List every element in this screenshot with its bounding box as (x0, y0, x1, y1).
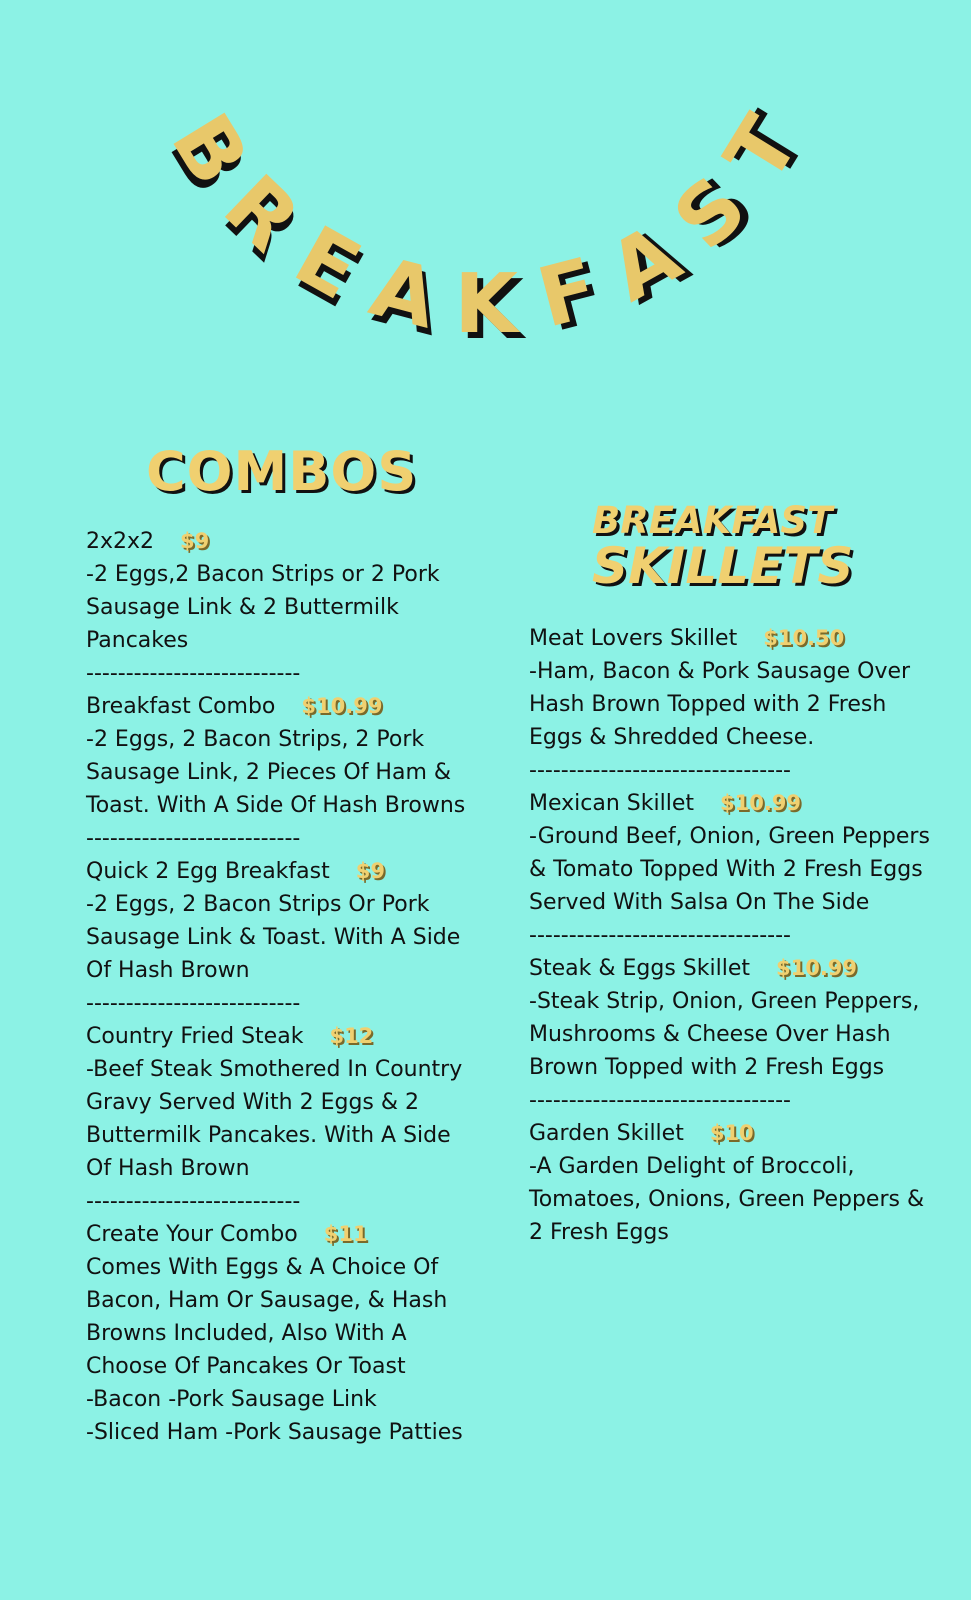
skillet-divider: --------------------------------- (529, 923, 791, 948)
title-letter: S (656, 159, 765, 269)
combo-divider: --------------------------- (86, 1189, 301, 1214)
combo-name: Create Your Combo (86, 1222, 298, 1247)
skillet-item-head (529, 952, 939, 985)
title-letter: B (152, 98, 267, 202)
skillet-name: Garden Skillet (529, 1121, 684, 1146)
skillet-description: -Ground Beef, Onion, Green Peppers & Tomato Topped With 2 Fresh Eggs Served With Salsa On The Side (529, 824, 930, 915)
breakfast-title (0, 0, 971, 420)
combo-price: $12 (329, 1024, 374, 1048)
combo-item (86, 1020, 481, 1185)
combo-price: $9 (180, 529, 210, 553)
skillet-price: $10.99 (775, 956, 858, 980)
skillet-description: -A Garden Delight of Broccoli, Tomatoes, Onions, Green Peppers & 2 Fresh Eggs (529, 1154, 925, 1245)
skillet-item-head (529, 787, 939, 820)
combo-name: Quick 2 Egg Breakfast (86, 859, 330, 884)
skillet-item (529, 1117, 939, 1249)
combo-description: -2 Eggs,2 Bacon Strips or 2 Pork Sausage Link & 2 Buttermilk Pancakes (86, 562, 440, 653)
skillet-name: Mexican Skillet (529, 791, 694, 816)
combo-name: Breakfast Combo (86, 694, 276, 719)
combo-name: Country Fried Steak (86, 1024, 304, 1049)
combo-price: $11 (323, 1222, 368, 1246)
combo-price: $10.99 (301, 694, 383, 718)
combo-item-head (86, 855, 481, 888)
combo-item-head (86, 690, 481, 723)
skillet-divider: --------------------------------- (529, 758, 791, 783)
title-letter: A (593, 206, 696, 321)
skillet-price: $10 (709, 1121, 754, 1145)
title-letter: K (454, 257, 518, 352)
skillet-description: -Steak Strip, Onion, Green Peppers, Mushrooms & Cheese Over Hash Brown Topped with 2 Fresh Eggs (529, 989, 920, 1080)
combo-price: $9 (355, 859, 385, 883)
combo-item-head (86, 525, 481, 558)
skillet-divider: --------------------------------- (529, 1088, 791, 1113)
combo-item (86, 855, 481, 987)
skillets-header-line1: BREAKFAST (592, 499, 833, 542)
combo-item-head (86, 1218, 481, 1251)
skillets-header-line2: SKILLETS (592, 537, 854, 595)
title-letter: F (528, 240, 607, 348)
combo-item-head (86, 1020, 481, 1053)
skillet-item (529, 622, 939, 754)
skillet-name: Steak & Eggs Skillet (529, 956, 750, 981)
skillets-list (529, 622, 939, 1249)
title-letter: R (205, 157, 317, 271)
combo-item (86, 525, 481, 657)
combo-divider: --------------------------- (86, 661, 301, 686)
title-letter: T (707, 101, 818, 199)
title-letter: A (361, 240, 447, 348)
combo-item (86, 690, 481, 822)
combo-option-line: -Bacon -Pork Sausage Link (86, 1387, 377, 1412)
combos-header: COMBOS (146, 440, 418, 503)
combo-item (86, 1218, 481, 1449)
title-letter: E (279, 208, 376, 319)
combo-description: -2 Eggs, 2 Bacon Strips, 2 Pork Sausage Link, 2 Pieces Of Ham & Toast. With A Side Of Hash Browns (86, 727, 466, 818)
skillet-item (529, 952, 939, 1084)
skillets-header (592, 499, 854, 595)
combo-description: -2 Eggs, 2 Bacon Strips Or Pork Sausage Link & Toast. With A Side Of Hash Brown (86, 892, 461, 983)
skillet-price: $10.99 (719, 791, 802, 815)
skillet-price: $10.50 (763, 626, 845, 650)
combo-divider: --------------------------- (86, 991, 301, 1016)
skillet-item (529, 787, 939, 919)
skillet-description: -Ham, Bacon & Pork Sausage Over Hash Brown Topped with 2 Fresh Eggs & Shredded Cheese. (529, 659, 911, 750)
skillet-item-head (529, 1117, 939, 1150)
combo-description: -Beef Steak Smothered In Country Gravy Served With 2 Eggs & 2 Buttermilk Pancakes. With A Side Of Hash Brown (86, 1057, 463, 1181)
combo-description: Comes With Eggs & A Choice Of Bacon, Ham Or Sausage, & Hash Browns Included, Also With A Choose Of Pancakes Or Toast (86, 1255, 448, 1379)
combo-name: 2x2x2 (86, 529, 155, 554)
skillet-item-head (529, 622, 939, 655)
combo-divider: --------------------------- (86, 826, 301, 851)
combos-list (86, 525, 481, 1449)
combo-option-line: -Sliced Ham -Pork Sausage Patties (86, 1420, 463, 1445)
skillet-name: Meat Lovers Skillet (529, 626, 738, 651)
